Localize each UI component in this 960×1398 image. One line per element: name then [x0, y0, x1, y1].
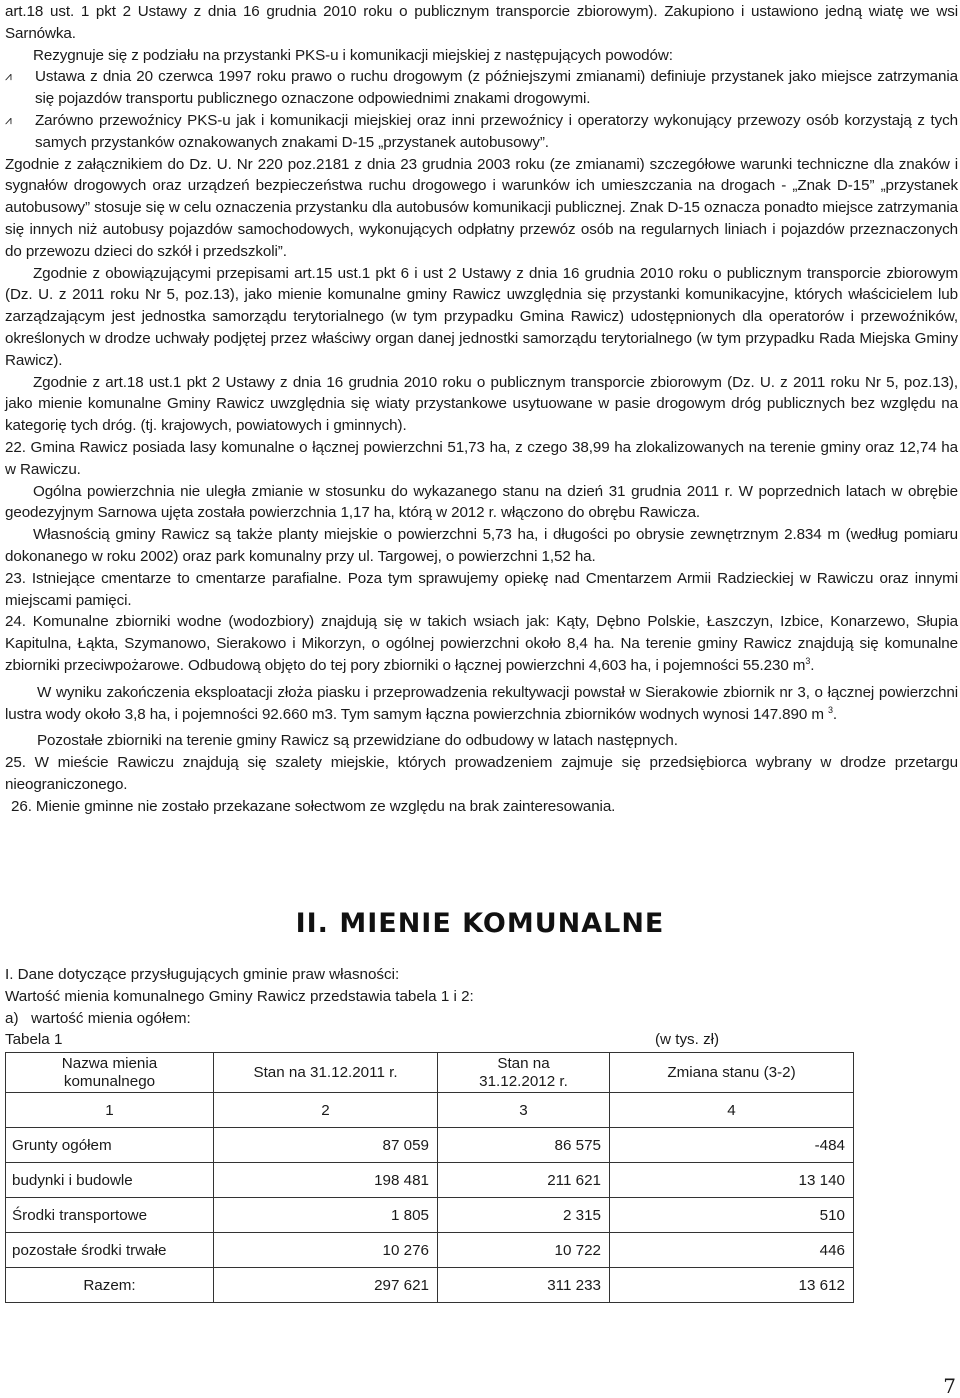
table-cell-v2011: 87 059 — [214, 1128, 438, 1163]
paragraph — [5, 481, 958, 525]
paragraph-text: Zgodnie z obowiązującymi przepisami art.15 ust.1 pkt 6 i ust 2 Ustawy z dnia 16 grudnia 2010 roku o publicznym transporcie zbiorowym (Dz. U. z 2011 roku Nr 5, poz.13), jako mienie komunalne gminy Rawicz uwzględnia się przystanki komunikacyjne, których właścicielem lub zarządzającym jest jednostka samorządu terytorialnego (w tym przypadku Gmina Rawicz) udostępnionych dla operatorów i przewoźników, określonych w drodze uchwały podjętej przez właściwy organ danej jednostki samorządu terytorialnego (w tym przypadku Rada Miejska Gminy Rawicz). — [5, 264, 958, 369]
paragraph-text: W wyniku zakończenia eksploatacji złoża piasku i przeprowadzenia rekultywacji powstał w Sierakowie zbiornik nr 3, o łącznej powierzchni lustra wody około 3,8 ha, i pojemności 92.660 m3. Tym samym łączna powierzchnia zbiorników wodnych wynosi 147.890 m — [5, 683, 958, 723]
table-cell-v2012: 311 233 — [438, 1268, 610, 1303]
superscript: 3 — [828, 704, 833, 715]
paragraph — [5, 263, 958, 372]
table-cell-v2012: 10 722 — [438, 1233, 610, 1268]
table-row — [6, 1198, 854, 1233]
column-number: 1 — [6, 1093, 214, 1128]
table-row — [6, 1233, 854, 1268]
table-row — [6, 1163, 854, 1198]
table-cell-change: -484 — [610, 1128, 854, 1163]
paragraph-text: Ogólna powierzchnia nie uległa zmianie w stosunku do wykazanego stanu na dzień 31 grudnia 2011 r. W poprzednich latach w obrębie geodezyjnym Sarnowa ujęta została powierzchnia 1,17 ha, którą w 2012 r. włączono do obrębu Rawicza. — [5, 482, 958, 522]
page-number: 7 — [943, 1374, 956, 1398]
paragraph-text: Własnością gminy Rawicz są także planty miejskie o powierzchni 5,73 ha, i długości po obrysie zewnętrznym 2.834 m (według pomiaru dokonanego w roku 2002) oraz park komunalny przy ul. Targowej, o powierzchni 1,52 ha. — [5, 526, 958, 565]
paragraph-text: 23. Istniejące cmentarze to cmentarze parafialne. Poza tym sprawujemy opiekę nad Cmentarzem Armii Radzieckiej w Rawiczu oraz innymi miejscami pamięci. — [5, 569, 958, 609]
header-cell: Stan na 31.12.2012 r. — [438, 1053, 610, 1093]
bullet-icon: ⩘ — [5, 112, 12, 127]
paragraph — [5, 752, 958, 796]
header-cell: Nazwa mienia komunalnego — [6, 1053, 214, 1093]
table-cell-change: 13 140 — [610, 1163, 854, 1198]
table-label: Tabela 1 — [5, 1031, 63, 1049]
table-cell-name: budynki i budowle — [6, 1163, 214, 1198]
table-cell-v2011: 1 805 — [214, 1198, 438, 1233]
paragraph — [5, 372, 958, 437]
header-cell: Stan na 31.12.2011 r. — [214, 1053, 438, 1093]
paragraph-text: Zgodnie z art.18 ust.1 pkt 2 Ustawy z dnia 16 grudnia 2010 roku o publicznym transporcie zbiorowym (Dz. U. z 2011 roku Nr 5, poz.13), jako mienie komunalne Gminy Rawicz uwzględnia się wiaty przystankowe usytuowane w pasie drogowym dróg publicznych bez względu na kategorię tych dróg. (tj. krajowych, powiatowych i gminnych). — [5, 373, 958, 435]
paragraph-text: 24. Komunalne zbiorniki wodne (wodozbiory) znajdują się w takich wsiach jak: Kąty, Dębno Polskie, Łaszczyn, Izbice, Konarzewo, Słupia Kapitulna, Łąkta, Szymanowo, Sierakowo i Mikorzyn, o ogólnej powierzchni około 8,4 ha. Na terenie gminy Rawicz znajdują się komunalne zbiorniki przeciwpożarowe. Odbudową objęto do tej pory zbiorniki o łącznej powierzchni 4,603 ha, i pojemności 55.230 m — [5, 613, 958, 674]
paragraph — [5, 730, 958, 752]
paragraph — [5, 611, 958, 676]
table-cell-name: Środki transportowe — [6, 1198, 214, 1233]
paragraph — [5, 1, 958, 45]
paragraph-text: Ustawa z dnia 20 czerwca 1997 roku prawo o ruchu drogowym (z późniejszymi zmianami) definiuje przystanek jako miejsce zatrzymania się pojazdów transportu publicznego oznaczone odpowiednimi znakami drogowymi. — [35, 68, 958, 108]
paragraph-text: Rezygnuje się z podziału na przystanki PKS-u i komunikacji miejskiej z następujących powodów: — [33, 46, 673, 64]
table-cell-name: Razem: — [6, 1268, 214, 1303]
intro-line: a) wartość mienia ogółem: — [5, 1009, 191, 1027]
document-body — [5, 1, 958, 817]
table-row — [6, 1268, 854, 1303]
paragraph — [5, 110, 958, 154]
column-number: 3 — [438, 1093, 610, 1128]
paragraph-text: Zarówno przewoźnicy PKS-u jak i komunikacji miejskiej oraz inni przewoźnicy i operatorzy wykonujący przewozy osób korzystają z tych samych przystanków oznakowanych znakami D-15 „przystanek autobusowy”. — [35, 111, 958, 151]
table-cell-v2011: 10 276 — [214, 1233, 438, 1268]
paragraph-text: 26. Mienie gminne nie zostało przekazane sołectwom ze względu na brak zainteresowania. — [11, 797, 616, 815]
paragraph-text: Pozostałe zbiorniki na terenie gminy Rawicz są przewidziane do odbudowy w latach następnych. — [37, 732, 678, 750]
paragraph — [5, 437, 958, 481]
paragraph-text: 22. Gmina Rawicz posiada lasy komunalne o łącznej powierzchni 51,73 ha, z czego 38,99 ha zlokalizowanych na terenie gminy oraz 12,74 ha w Rawiczu. — [5, 438, 958, 478]
table-row — [6, 1128, 854, 1163]
table-cell-v2011: 198 481 — [214, 1163, 438, 1198]
section-heading: II. MIENIE KOMUNALNE — [295, 908, 665, 939]
paragraph — [5, 682, 958, 726]
table-cell-name: Grunty ogółem — [6, 1128, 214, 1163]
column-number: 4 — [610, 1093, 854, 1128]
header-cell: Zmiana stanu (3-2) — [610, 1053, 854, 1093]
intro-line: I. Dane dotyczące przysługujących gminie praw własności: — [5, 966, 400, 983]
paragraph-tail: . — [832, 705, 838, 723]
paragraph — [5, 45, 958, 67]
bullet-icon: ⩘ — [5, 69, 12, 84]
table-cell-change: 510 — [610, 1198, 854, 1233]
paragraph-tail: . — [810, 656, 815, 674]
table-cell-change: 13 612 — [610, 1268, 854, 1303]
table-intro — [5, 964, 955, 1051]
table-cell-change: 446 — [610, 1233, 854, 1268]
unit-label: (w tys. zł) — [655, 1031, 720, 1049]
paragraph — [5, 154, 958, 263]
paragraph-text: 25. W mieście Rawiczu znajdują się szalety miejskie, których prowadzeniem zajmuje się przedsiębiorca wybrany w drodze przetargu nieograniczonego. — [5, 754, 958, 793]
superscript: 3 — [805, 655, 811, 666]
table-cell-v2012: 2 315 — [438, 1198, 610, 1233]
table-cell-v2012: 211 621 — [438, 1163, 610, 1198]
paragraph-text: art.18 ust. 1 pkt 2 Ustawy z dnia 16 grudnia 2010 roku o publicznym transporcie zbiorowym). Zakupiono i ustawiono jedną wiatę we wsi Sarnówka. — [5, 3, 958, 42]
paragraph — [5, 568, 958, 612]
intro-line: Wartość mienia komunalnego Gminy Rawicz przedstawia tabela 1 i 2: — [5, 987, 474, 1005]
property-value-table — [5, 1052, 854, 1303]
table-cell-v2012: 86 575 — [438, 1128, 610, 1163]
paragraph-text: Zgodnie z załącznikiem do Dz. U. Nr 220 poz.2181 z dnia 23 grudnia 2003 roku (ze zmianami) szczegółowe warunki techniczne dla znaków i sygnałów drogowych oraz urządzeń bezpieczeństwa ruchu drogowego i warunków ich umieszczania na drogach - „Znak D-15” „przystanek autobusowy” stosuje się w celu oznaczenia przystanku dla autobusów komunikacji publicznej. Znak D-15 oznacza ponadto miejsce zatrzymania się innych niż autobusy pojazdów samochodowych, wykonujących odpłatny przewóz osób na regularnych liniach i pojazdów przeznaczonych do przewozu dzieci do szkół i przedszkoli”. — [5, 155, 958, 260]
paragraph — [5, 524, 958, 568]
table-cell-name: pozostałe środki trwałe — [6, 1233, 214, 1268]
paragraph — [5, 66, 958, 110]
paragraph — [5, 796, 958, 818]
table-cell-v2011: 297 621 — [214, 1268, 438, 1303]
column-number: 2 — [214, 1093, 438, 1128]
